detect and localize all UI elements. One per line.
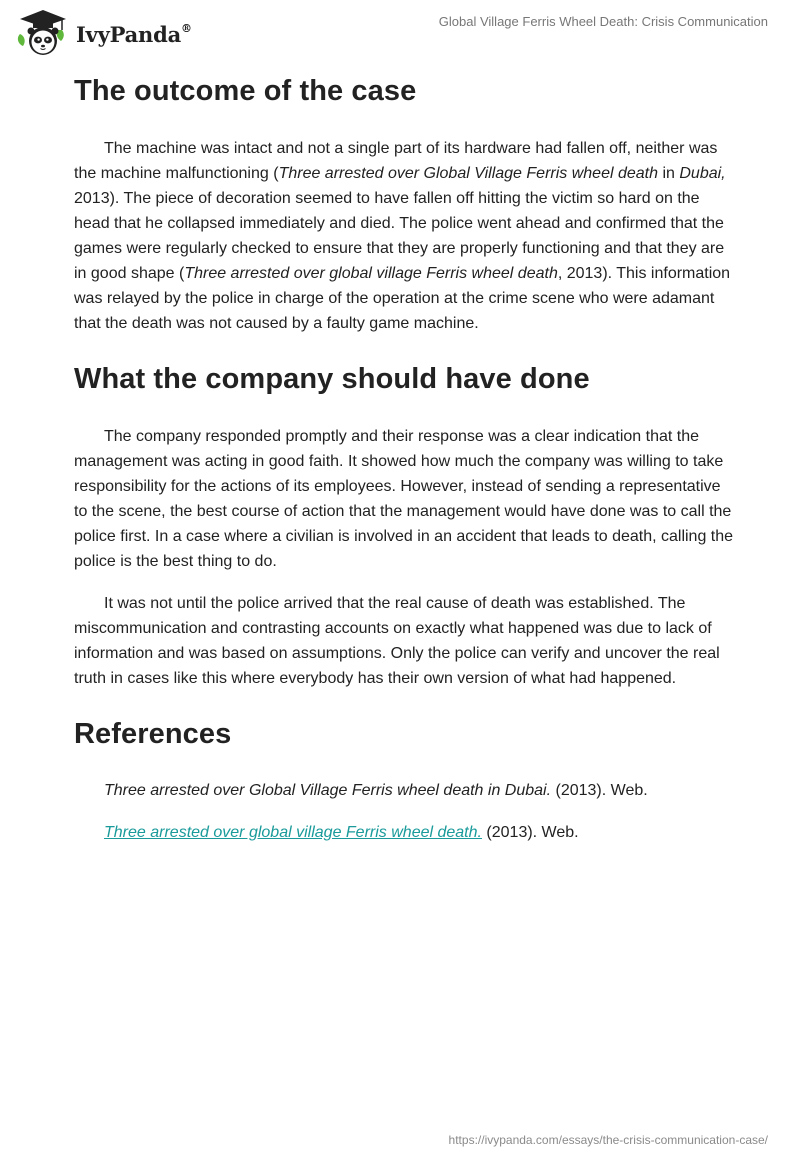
reference-item: Three arrested over Global Village Ferris wheel death in Dubai. (2013). Web. — [104, 782, 648, 799]
paragraph-should-have-done-1: The company responded promptly and their response was a clear indication that the management was acting in good faith. It showed how much the company was willing to take responsibility for the actions of its employees. However, instead of sending a representative to the scene, the best course of action that the management would have done was to call the police first. In a case where a civilian is involved in an accident that leads to death, calling the police is the best thing to do. — [74, 428, 734, 570]
logo-wordmark: IvyPanda® — [76, 21, 192, 47]
reference-link[interactable]: Three arrested over global village Ferris wheel death. — [104, 824, 482, 841]
essay-content — [74, 70, 734, 845]
section-heading-outcome: The outcome of the case — [74, 75, 417, 107]
page-header — [0, 0, 800, 60]
panda-graduate-icon — [14, 8, 72, 58]
page-url: https://ivypanda.com/essays/the-crisis-communication-case/ — [448, 1133, 768, 1147]
section-heading-references: References — [74, 718, 232, 750]
document-title: Global Village Ferris Wheel Death: Crisis Communication — [438, 14, 768, 29]
reference-item: Three arrested over global village Ferris wheel death. (2013). Web. — [104, 824, 579, 841]
ivypanda-logo[interactable] — [14, 8, 192, 58]
paragraph-outcome: The machine was intact and not a single part of its hardware had fallen off, neither was the machine malfunctioning (Three arrested over Global Village Ferris wheel death in Dubai, 2013). The piece of decoration seemed to have fallen off hitting the victim so hard on the head that he collapsed immediately and died. The police went ahead and confirmed that the games were regularly checked to ensure that they are properly functioning and that they are in good shape (Three arrested over global village Ferris wheel death, 2013). This information was relayed by the police in charge of the operation at the crime scene who were adamant that the death was not caused by a faulty game machine. — [74, 140, 731, 332]
section-heading-should-have-done: What the company should have done — [74, 363, 590, 395]
paragraph-should-have-done-2: It was not until the police arrived that the real cause of death was established. The miscommunication and contrasting accounts on exactly what happened was due to lack of information and was based on assumptions. Only the police can verify and uncover the real truth in cases like this where everybody has their own version of what had happened. — [74, 595, 720, 687]
